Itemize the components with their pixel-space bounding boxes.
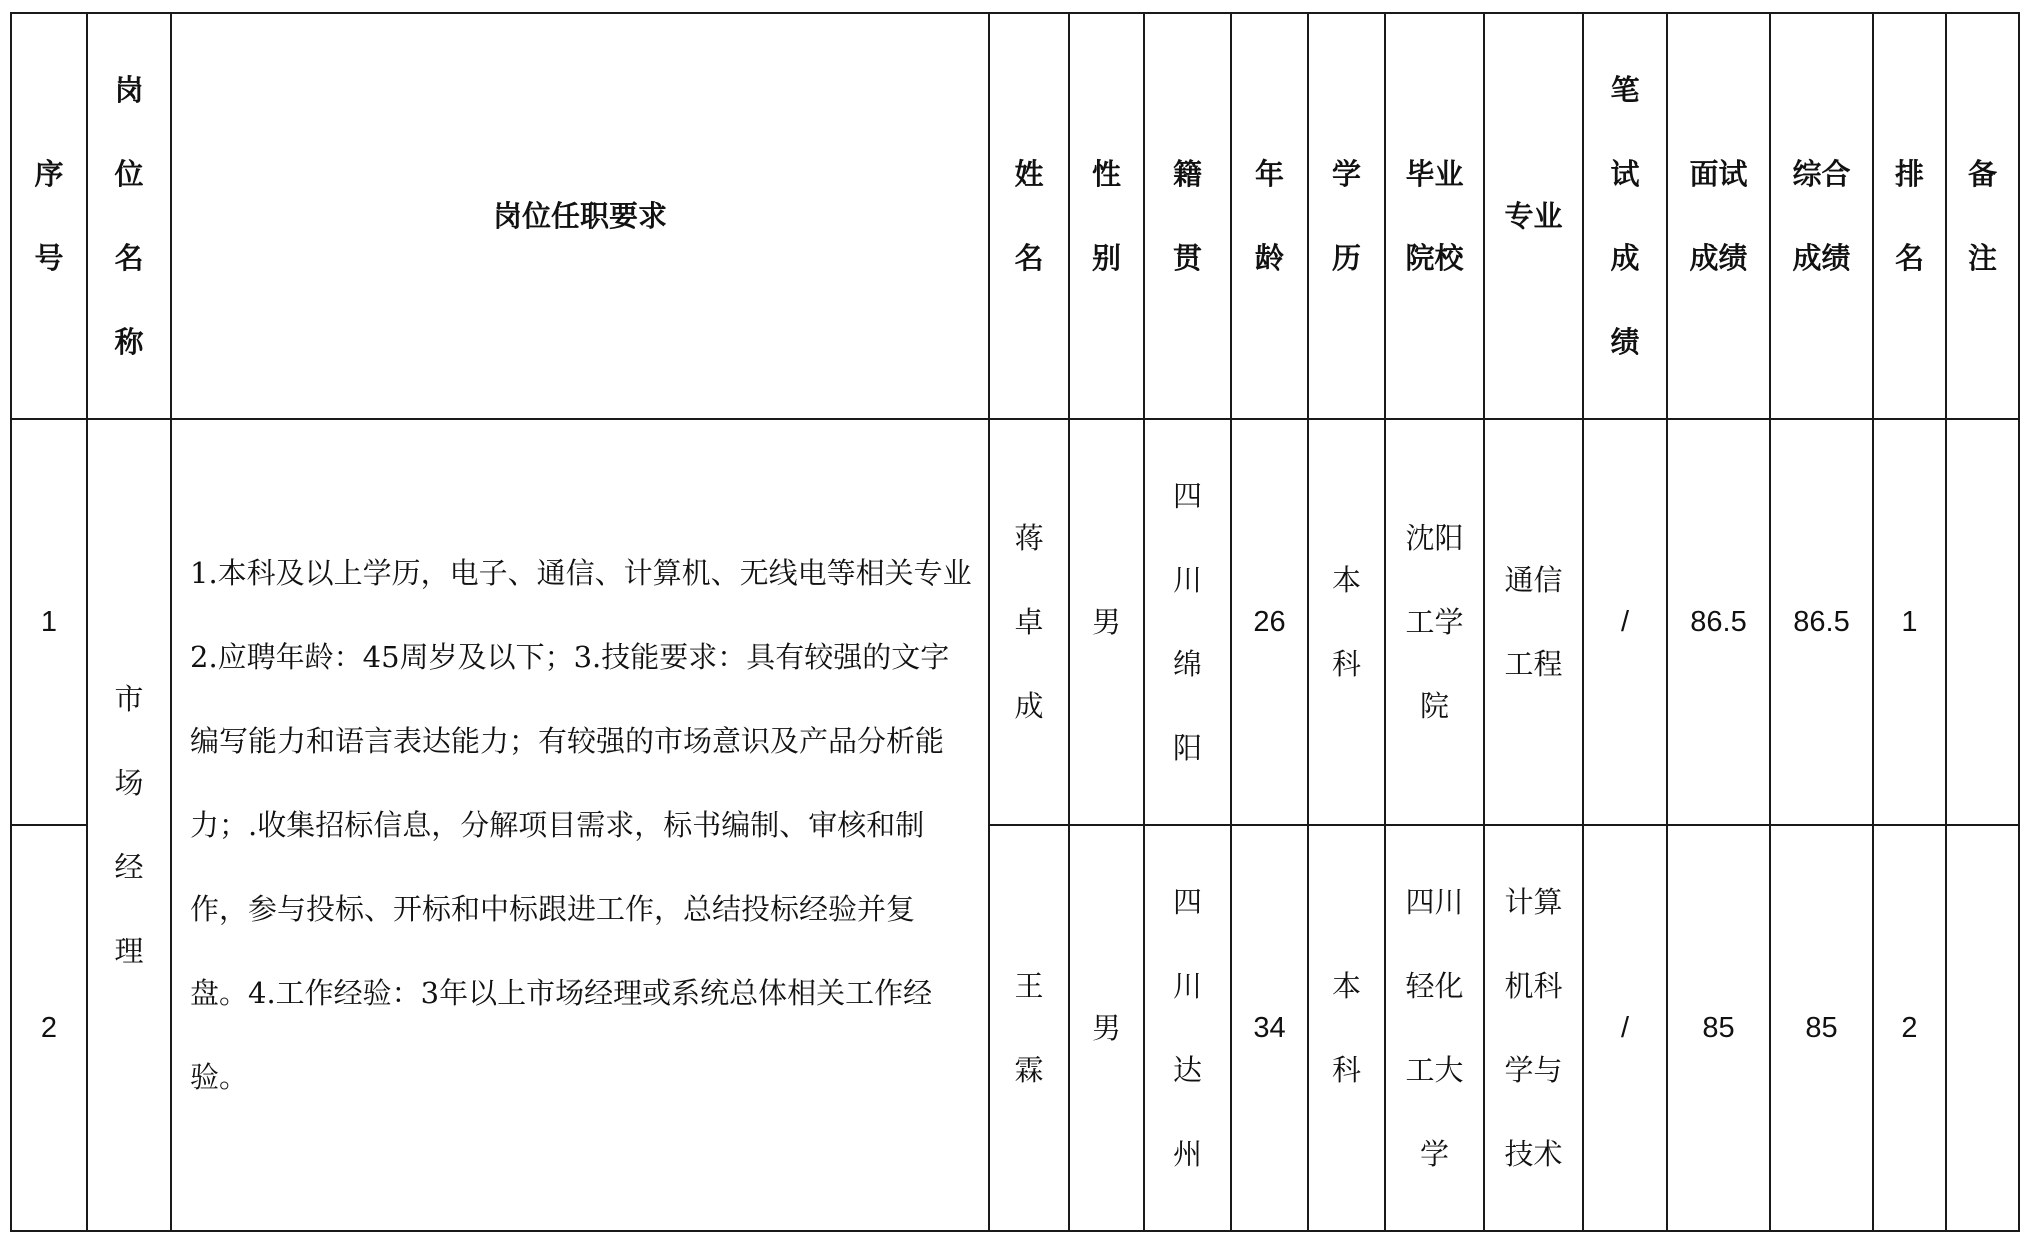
header-written: 笔试成绩	[1583, 13, 1667, 419]
cell-major: 通信工程	[1484, 419, 1583, 825]
cell-age: 34	[1231, 825, 1308, 1231]
header-education: 学历	[1308, 13, 1385, 419]
cell-gender: 男	[1069, 419, 1144, 825]
results-table-container	[10, 12, 2018, 1230]
cell-rank: 2	[1873, 825, 1946, 1231]
cell-remark	[1946, 419, 2019, 825]
header-post-name: 岗位名称	[87, 13, 171, 419]
header-major: 专业	[1484, 13, 1583, 419]
cell-total: 85	[1770, 825, 1873, 1231]
header-age: 年龄	[1231, 13, 1308, 419]
cell-interview: 85	[1667, 825, 1770, 1231]
header-school: 毕业院校	[1385, 13, 1484, 419]
cell-post-name: 市场经理	[87, 419, 171, 1231]
header-name: 姓名	[989, 13, 1069, 419]
cell-education: 本科	[1308, 825, 1385, 1231]
header-rank: 排名	[1873, 13, 1946, 419]
cell-seq: 2	[11, 825, 87, 1231]
cell-requirements: 1.本科及以上学历，电子、通信、计算机、无线电等相关专业2.应聘年龄：45周岁及以下；3.技能要求：具有较强的文字编写能力和语言表达能力；有较强的市场意识及产品分析能力；.收集招标信息，分解项目需求，标书编制、审核和制作，参与投标、开标和中标跟进工作，总结投标经验并复盘。4.工作经验：3年以上市场经理或系统总体相关工作经验。	[171, 419, 989, 1231]
header-seq: 序号	[11, 13, 87, 419]
cell-written: /	[1583, 825, 1667, 1231]
cell-name: 王霖	[989, 825, 1069, 1231]
header-remark: 备注	[1946, 13, 2019, 419]
cell-origin: 四川绵阳	[1144, 419, 1231, 825]
header-requirements: 岗位任职要求	[171, 13, 989, 419]
cell-remark	[1946, 825, 2019, 1231]
cell-rank: 1	[1873, 419, 1946, 825]
header-origin: 籍贯	[1144, 13, 1231, 419]
results-table	[10, 12, 2020, 1232]
cell-written: /	[1583, 419, 1667, 825]
cell-origin: 四川达州	[1144, 825, 1231, 1231]
cell-total: 86.5	[1770, 419, 1873, 825]
header-row	[11, 13, 2019, 419]
cell-seq: 1	[11, 419, 87, 825]
cell-education: 本科	[1308, 419, 1385, 825]
header-gender: 性别	[1069, 13, 1144, 419]
header-interview: 面试成绩	[1667, 13, 1770, 419]
cell-major: 计算机科学与技术	[1484, 825, 1583, 1231]
cell-interview: 86.5	[1667, 419, 1770, 825]
header-total: 综合成绩	[1770, 13, 1873, 419]
cell-age: 26	[1231, 419, 1308, 825]
cell-school: 沈阳工学院	[1385, 419, 1484, 825]
table-row	[11, 419, 2019, 825]
cell-gender: 男	[1069, 825, 1144, 1231]
cell-school: 四川轻化工大学	[1385, 825, 1484, 1231]
cell-name: 蒋卓成	[989, 419, 1069, 825]
